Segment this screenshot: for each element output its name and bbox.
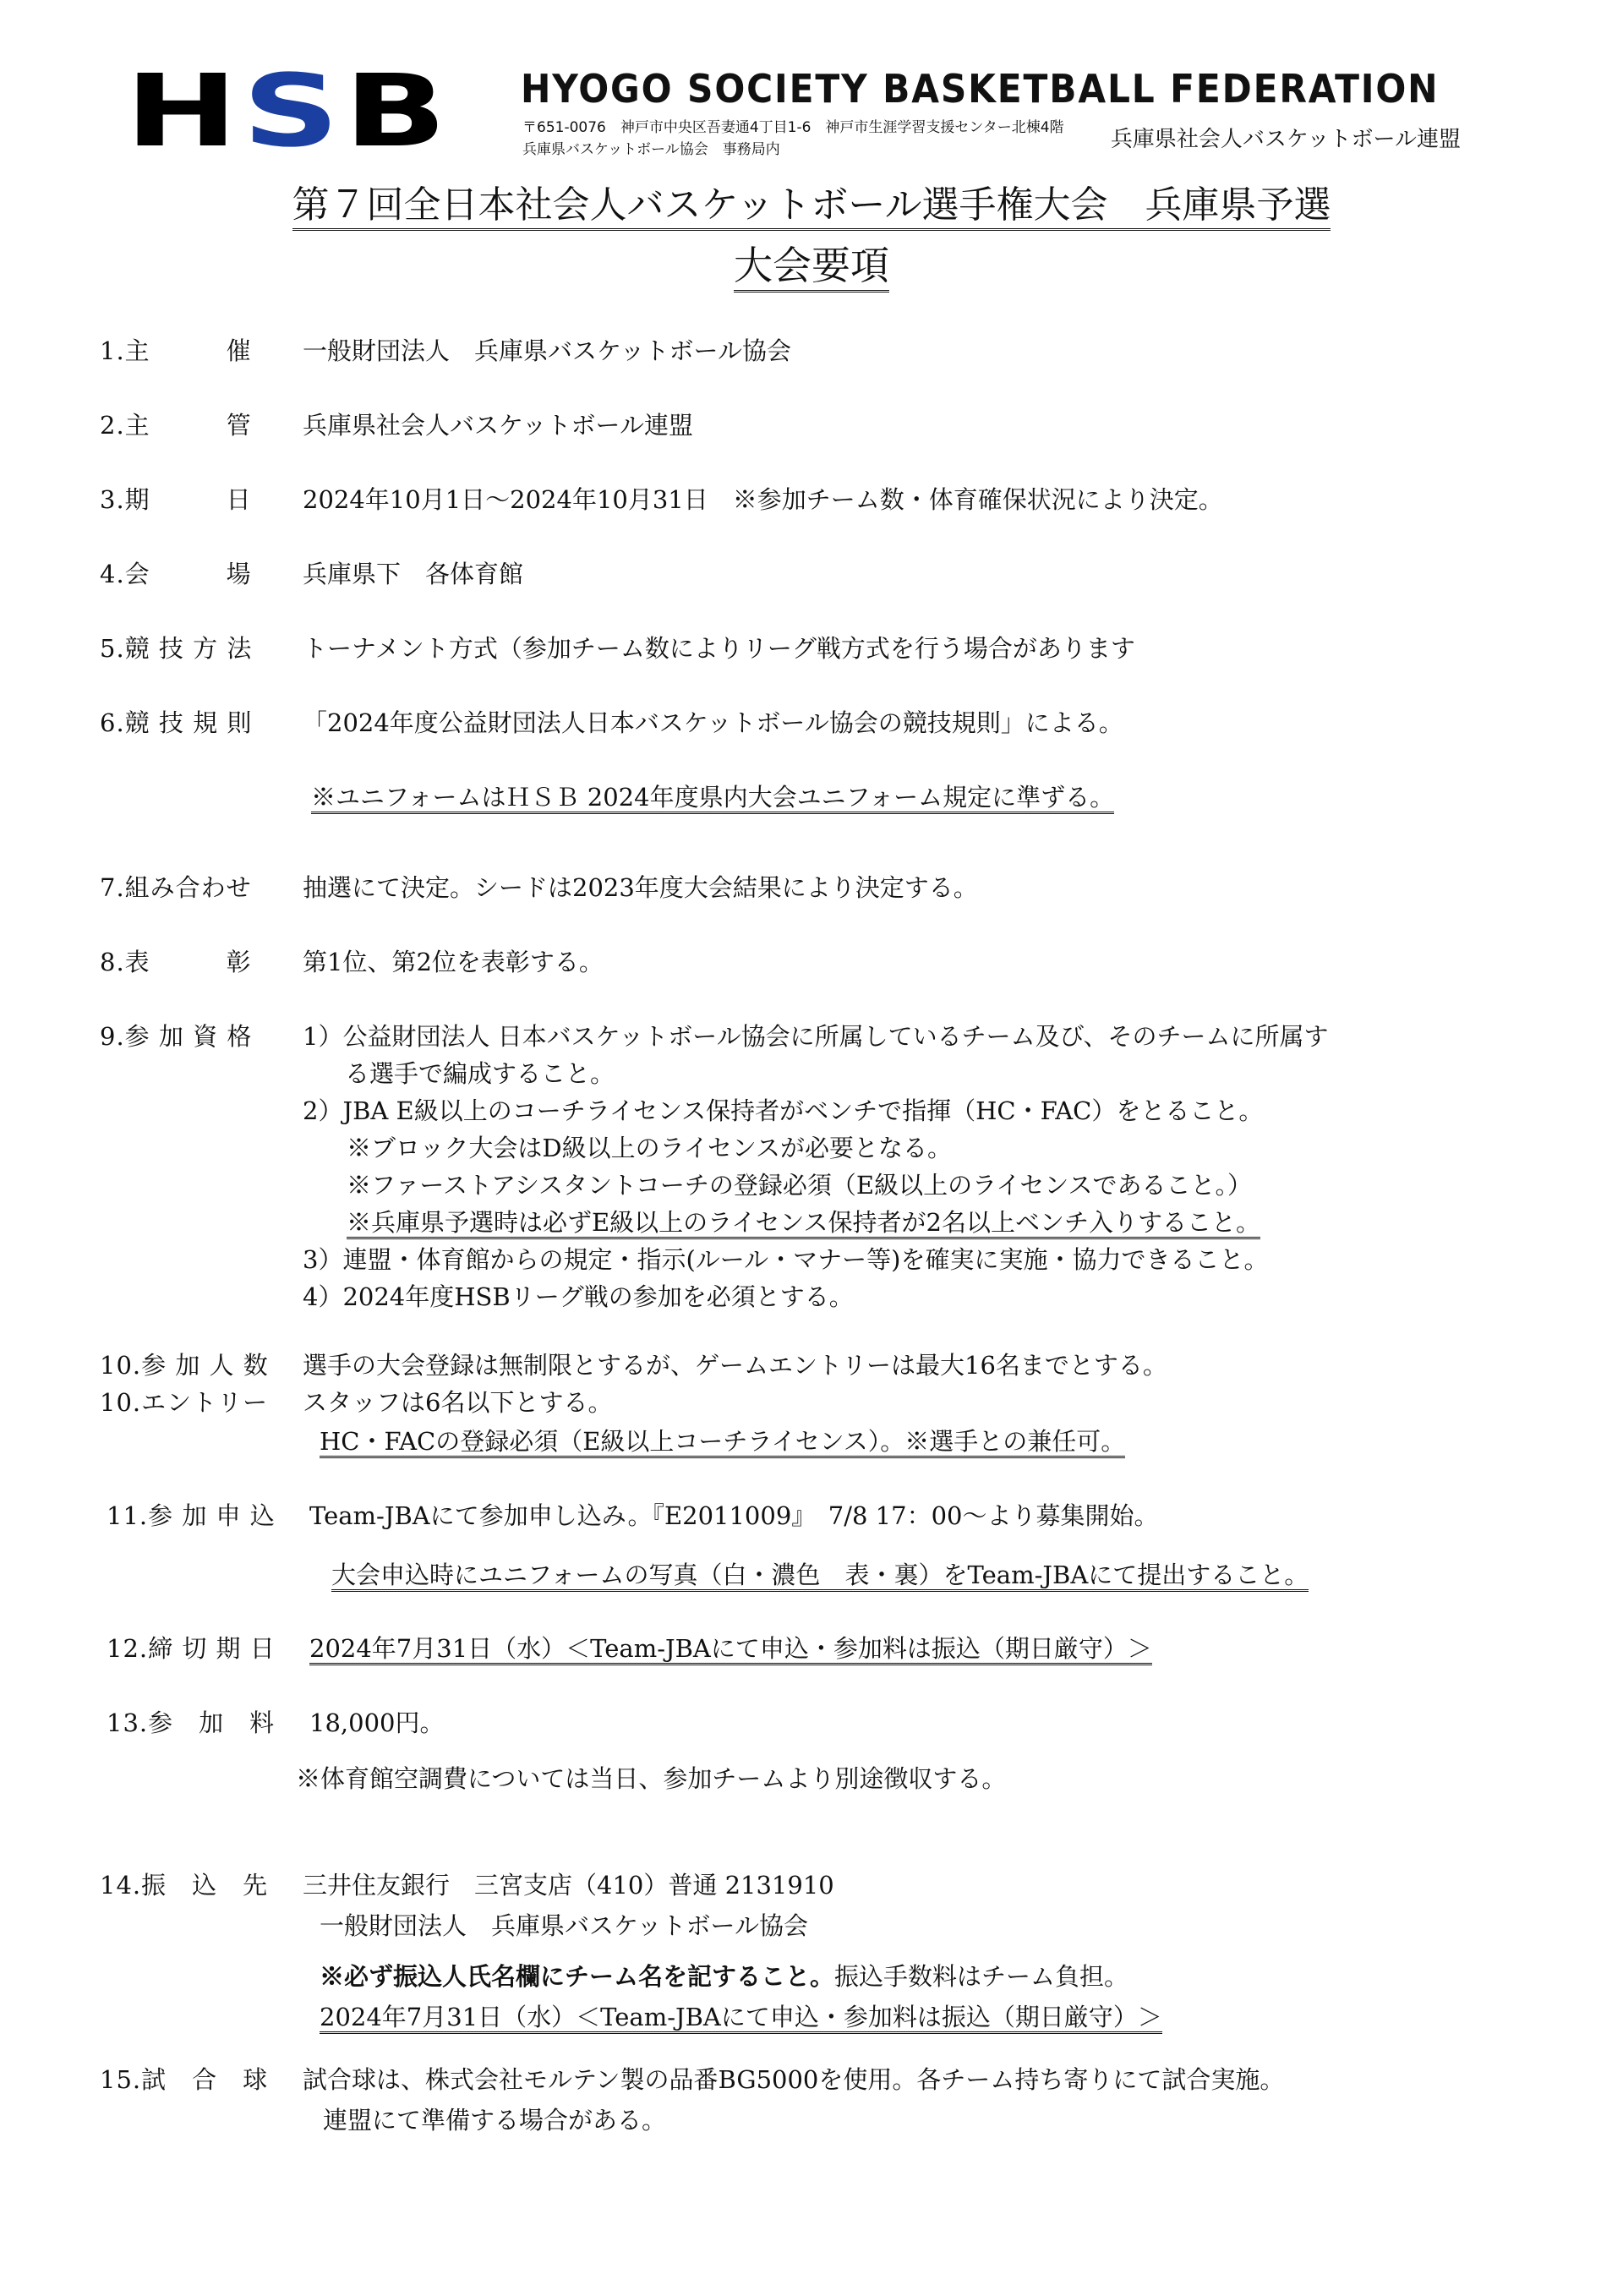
section-deadline — [107, 1630, 1152, 1667]
uniform-note — [311, 779, 1114, 816]
address-line-2: 兵庫県バスケットボール協会 事務局内 — [522, 141, 780, 158]
application-note-text: 大会申込時にユニフォームの写真（白・濃色 表・裏）をTeam-JBAにて提出すること。 — [331, 1561, 1309, 1592]
bank-account-holder: 一般財団法人 兵庫県バスケットボール協会 — [320, 1911, 808, 1940]
section-text: 1）公益財団法人 日本バスケットボール協会に所属しているチーム及び、そのチームに所属す — [303, 1022, 1329, 1051]
logo-letter-s: S — [242, 52, 344, 169]
section-text: 三井住友銀行 三宮支店（410）普通 2131910 — [303, 1871, 834, 1900]
section-text: 試合球は、株式会社モルテン製の品番BG5000を使用。各チーム持ち寄りにて試合実施。 — [303, 2065, 1285, 2094]
section-text: 18,000円。 — [309, 1708, 445, 1737]
federation-name-en: HYOGO SOCIETY BASKETBALL FEDERATION — [521, 66, 1440, 112]
section-administrator — [100, 407, 693, 444]
eligibility-line: 3）連盟・体育館からの規定・指示(ルール・マナー等)を確実に実施・協力できること。 — [303, 1245, 1269, 1274]
eligibility-line: る選手で編成すること。 — [345, 1059, 615, 1088]
section-label: 8.表 彰 — [100, 948, 252, 976]
section-venue — [100, 555, 523, 593]
section-organizer — [100, 332, 791, 369]
fee-note: ※体育館空調費については当日、参加チームより別途徴収する。 — [296, 1764, 1007, 1793]
section-application — [107, 1497, 1158, 1534]
section-label: 15.試 合 球 — [100, 2065, 269, 2094]
section-label: 5.競 技 方 法 — [100, 634, 253, 663]
section-format — [100, 630, 1135, 667]
section-label: 14.振 込 先 — [100, 1871, 269, 1900]
section-text: 抽選にて決定。シードは2023年度大会結果により決定する。 — [303, 873, 978, 902]
section-label: 4.会 場 — [100, 560, 252, 588]
section-label: 11.参 加 申 込 — [107, 1501, 276, 1530]
section-text: 第1位、第2位を表彰する。 — [303, 948, 604, 976]
section-text: 選手の大会登録は無制限とするが、ゲームエントリーは最大16名までとする。 — [303, 1351, 1167, 1380]
bank-fee-note: 振込手数料はチーム負担。 — [834, 1962, 1129, 1991]
section-entry — [100, 1384, 612, 1421]
section-game-ball — [100, 2061, 1284, 2098]
bank-deadline — [320, 1998, 1162, 2036]
section-text: 兵庫県社会人バスケットボール連盟 — [303, 411, 693, 440]
section-label: 7.組み合わせ — [100, 873, 252, 902]
hsb-logo — [125, 52, 451, 169]
section-label: 10.エントリー — [100, 1388, 269, 1417]
section-dates — [100, 481, 1223, 518]
bank-transfer-note-bold: ※必ず振込人氏名欄にチーム名を記すること。 — [320, 1962, 835, 1991]
title-main: 第７回全日本社会人バスケットボール選手権大会 兵庫県予選 — [292, 183, 1331, 231]
section-label: 1.主 催 — [100, 336, 252, 365]
eligibility-line: ※ブロック大会はD級以上のライセンスが必要となる。 — [347, 1134, 953, 1162]
document-subtitle — [0, 235, 1623, 291]
section-rules — [100, 704, 1123, 741]
section-label: 3.期 日 — [100, 485, 252, 514]
section-bank-transfer — [100, 1867, 834, 1904]
eligibility-line: 4）2024年度HSBリーグ戦の参加を必須とする。 — [303, 1282, 854, 1311]
section-label: 6.競 技 規 則 — [100, 708, 253, 737]
eligibility-line — [347, 1204, 1260, 1241]
section-text: トーナメント方式（参加チーム数によりリーグ戦方式を行う場合があります — [303, 634, 1135, 663]
application-note — [331, 1556, 1309, 1594]
section-text: 2024年7月31日（水）＜Team-JBAにて申込・参加料は振込（期日厳守）＞ — [309, 1634, 1152, 1665]
federation-name-jp: 兵庫県社会人バスケットボール連盟 — [1110, 127, 1461, 152]
section-label: 13.参 加 料 — [107, 1708, 276, 1737]
eligibility-line-underlined: ※兵庫県予選時は必ずE級以上のライセンス保持者が2名以上ベンチ入りすること。 — [347, 1208, 1260, 1239]
game-ball-note: 連盟にて準備する場合がある。 — [323, 2106, 667, 2135]
section-eligibility — [100, 1018, 1328, 1055]
section-label: 2.主 管 — [100, 411, 252, 440]
bank-transfer-note — [320, 1958, 1128, 1995]
section-text: Team-JBAにて参加申し込み。『E2011009』 7/8 17：00～より募集開始。 — [309, 1501, 1159, 1530]
logo-letter-b: B — [343, 52, 451, 169]
logo-letter-h: H — [125, 52, 243, 169]
section-text: 「2024年度公益財団法人日本バスケットボール協会の競技規則」による。 — [303, 708, 1123, 737]
eligibility-line: ※ファーストアシスタントコーチの登録必須（E級以上のライセンスであること。） — [347, 1171, 1252, 1200]
bank-deadline-text: 2024年7月31日（水）＜Team-JBAにて申込・参加料は振込（期日厳守）＞ — [320, 2003, 1162, 2034]
section-text: スタッフは6名以下とする。 — [303, 1388, 613, 1417]
section-text: 一般財団法人 兵庫県バスケットボール協会 — [303, 336, 791, 365]
section-label: 10.参 加 人 数 — [100, 1351, 269, 1380]
entry-note-text: HC・FACの登録必須（E級以上コーチライセンス）。※選手との兼任可。 — [320, 1427, 1125, 1458]
section-label: 9.参 加 資 格 — [100, 1022, 253, 1051]
section-text: 2024年10月1日～2024年10月31日 ※参加チーム数・体育確保状況により決定。 — [303, 485, 1223, 514]
title-sub: 大会要項 — [734, 243, 889, 292]
eligibility-line: 2）JBA E級以上のコーチライセンス保持者がベンチで指揮（HC・FAC）をとること。 — [303, 1096, 1264, 1125]
uniform-note-text: ※ユニフォームはＨＳＢ 2024年度県内大会ユニフォーム規定に準ずる。 — [311, 783, 1114, 814]
letterhead — [125, 52, 1461, 169]
document-title — [0, 174, 1623, 228]
section-text: 兵庫県下 各体育館 — [303, 560, 524, 588]
section-participants — [100, 1347, 1167, 1384]
section-fee — [107, 1704, 444, 1741]
entry-note — [320, 1423, 1125, 1460]
federation-address — [522, 117, 1064, 161]
section-awards — [100, 943, 604, 981]
section-draw — [100, 869, 978, 906]
address-line-1: 〒651-0076 神戸市中央区吾妻通4丁目1-6 神戸市生涯学習支援センター北棟4階 — [522, 119, 1064, 136]
section-label: 12.締 切 期 日 — [107, 1634, 276, 1663]
